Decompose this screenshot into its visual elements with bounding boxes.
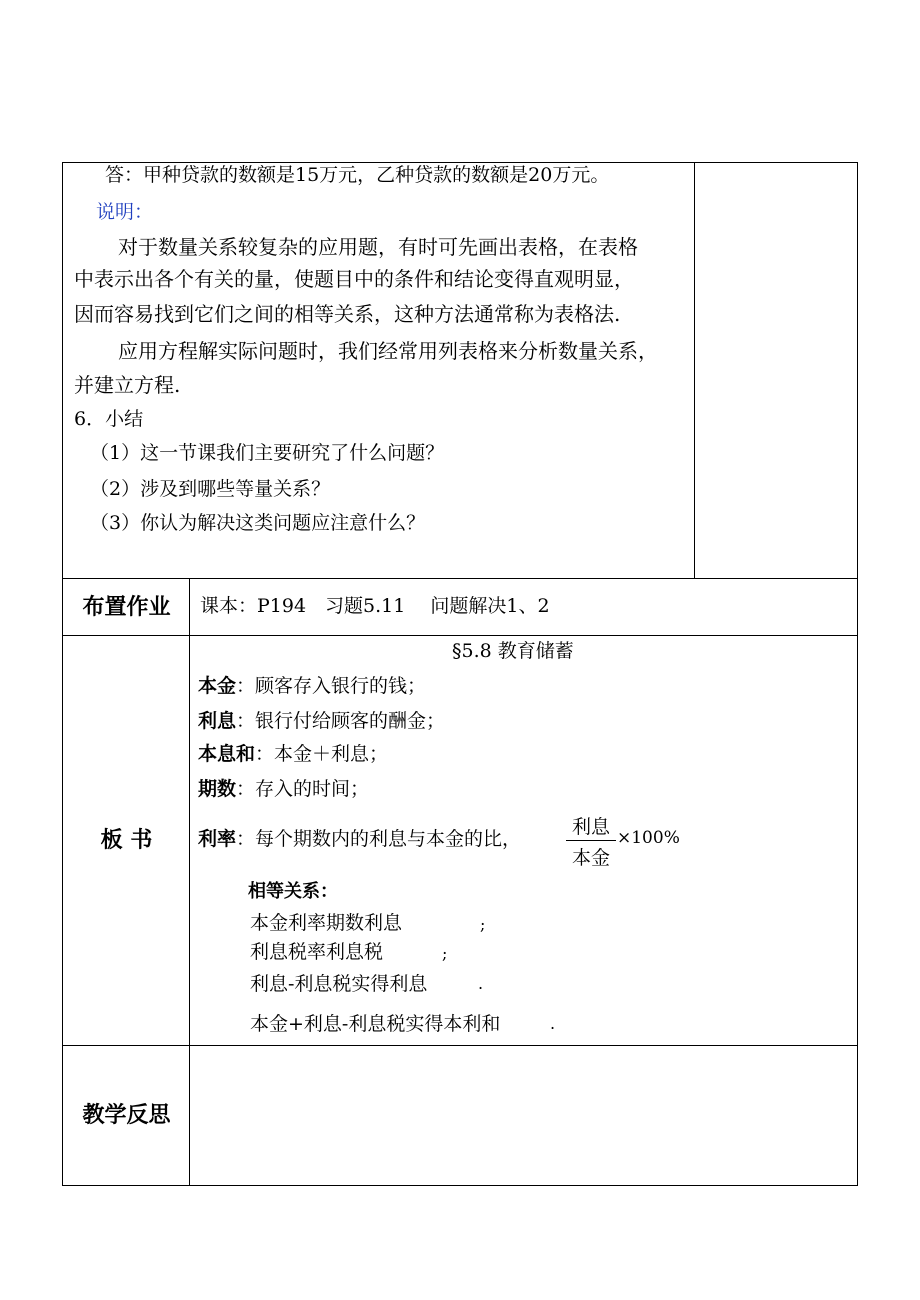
note-paragraph-line: 应用方程解实际问题时，我们经常用列表格来分析数量关系， [118, 339, 658, 363]
homework-label: 布置作业 [82, 595, 171, 620]
summary-question: （3）你认为解决这类问题应注意什么？ [90, 512, 426, 534]
definition-term: 利息 [198, 710, 237, 732]
relation-line: 利息税率利息税 [250, 941, 384, 963]
table-border-left [62, 162, 63, 1186]
definition-term: 期数 [198, 778, 237, 800]
interest-rate-fraction [566, 812, 616, 869]
relation-line: 利息-利息税实得利息 [250, 973, 428, 995]
note-paragraph-line: 并建立方程. [74, 373, 181, 397]
definition-benjin [198, 677, 426, 696]
definition-lilv [198, 830, 521, 849]
summary-question: （1）这一节课我们主要研究了什么问题？ [90, 442, 445, 464]
fraction-denominator: 本金 [571, 847, 610, 869]
relation-end: ; [442, 944, 448, 963]
relation-end: ; [480, 915, 486, 934]
upper-right-column-divider [694, 162, 695, 579]
definition-term: 本金 [198, 675, 237, 697]
relation-line: 本金+利息-利息税实得本利和 [250, 1013, 501, 1035]
relation-end: . [550, 1014, 556, 1033]
relation-line: 本金利率期数利息 [250, 912, 403, 934]
board-title: §5.8 教育储蓄 [452, 640, 574, 662]
row-divider-3 [62, 1045, 858, 1046]
definition-desc: ：银行付给顾客的酬金； [236, 710, 446, 732]
summary-title: 6．小结 [74, 408, 144, 430]
board-label: 板 书 [100, 828, 153, 853]
table-border-bottom [62, 1185, 858, 1186]
homework-content: 课本：P194 习题5.11 问题解决1、2 [200, 595, 550, 617]
table-border-top [62, 162, 858, 163]
fraction-numerator: 利息 [571, 816, 610, 838]
row-divider-2 [62, 635, 858, 636]
note-label: 说明： [96, 201, 154, 223]
definition-lixi [198, 712, 445, 731]
relations-title: 相等关系： [248, 881, 338, 902]
note-paragraph-line: 因而容易找到它们之间的相等关系，这种方法通常称为表格法. [74, 302, 621, 326]
definition-desc: ：每个期数内的利息与本金的比， [236, 828, 522, 850]
definition-desc: ：本金＋利息； [255, 743, 389, 765]
definition-term: 利率 [198, 828, 237, 850]
fraction-suffix: ×100% [617, 828, 680, 848]
summary-question: （2）涉及到哪些等量关系？ [90, 478, 331, 500]
definition-qishu [198, 780, 369, 799]
table-border-right [857, 162, 858, 1186]
row-divider-1 [62, 578, 858, 579]
definition-desc: ：存入的时间； [236, 778, 370, 800]
reflection-label: 教学反思 [82, 1103, 171, 1128]
definition-term: 本息和 [198, 743, 256, 765]
definition-benxihe [198, 745, 388, 764]
note-paragraph-line: 中表示出各个有关的量，使题目中的条件和结论变得直观明显， [74, 267, 634, 291]
note-paragraph-line: 对于数量关系较复杂的应用题，有时可先画出表格，在表格 [118, 235, 638, 259]
relation-end: . [478, 974, 484, 993]
definition-desc: ：顾客存入银行的钱； [236, 675, 427, 697]
label-column-divider [189, 578, 190, 1185]
fraction-bar [566, 840, 616, 841]
answer-line: 答：甲种贷款的数额是15万元，乙种贷款的数额是20万元。 [105, 164, 610, 186]
